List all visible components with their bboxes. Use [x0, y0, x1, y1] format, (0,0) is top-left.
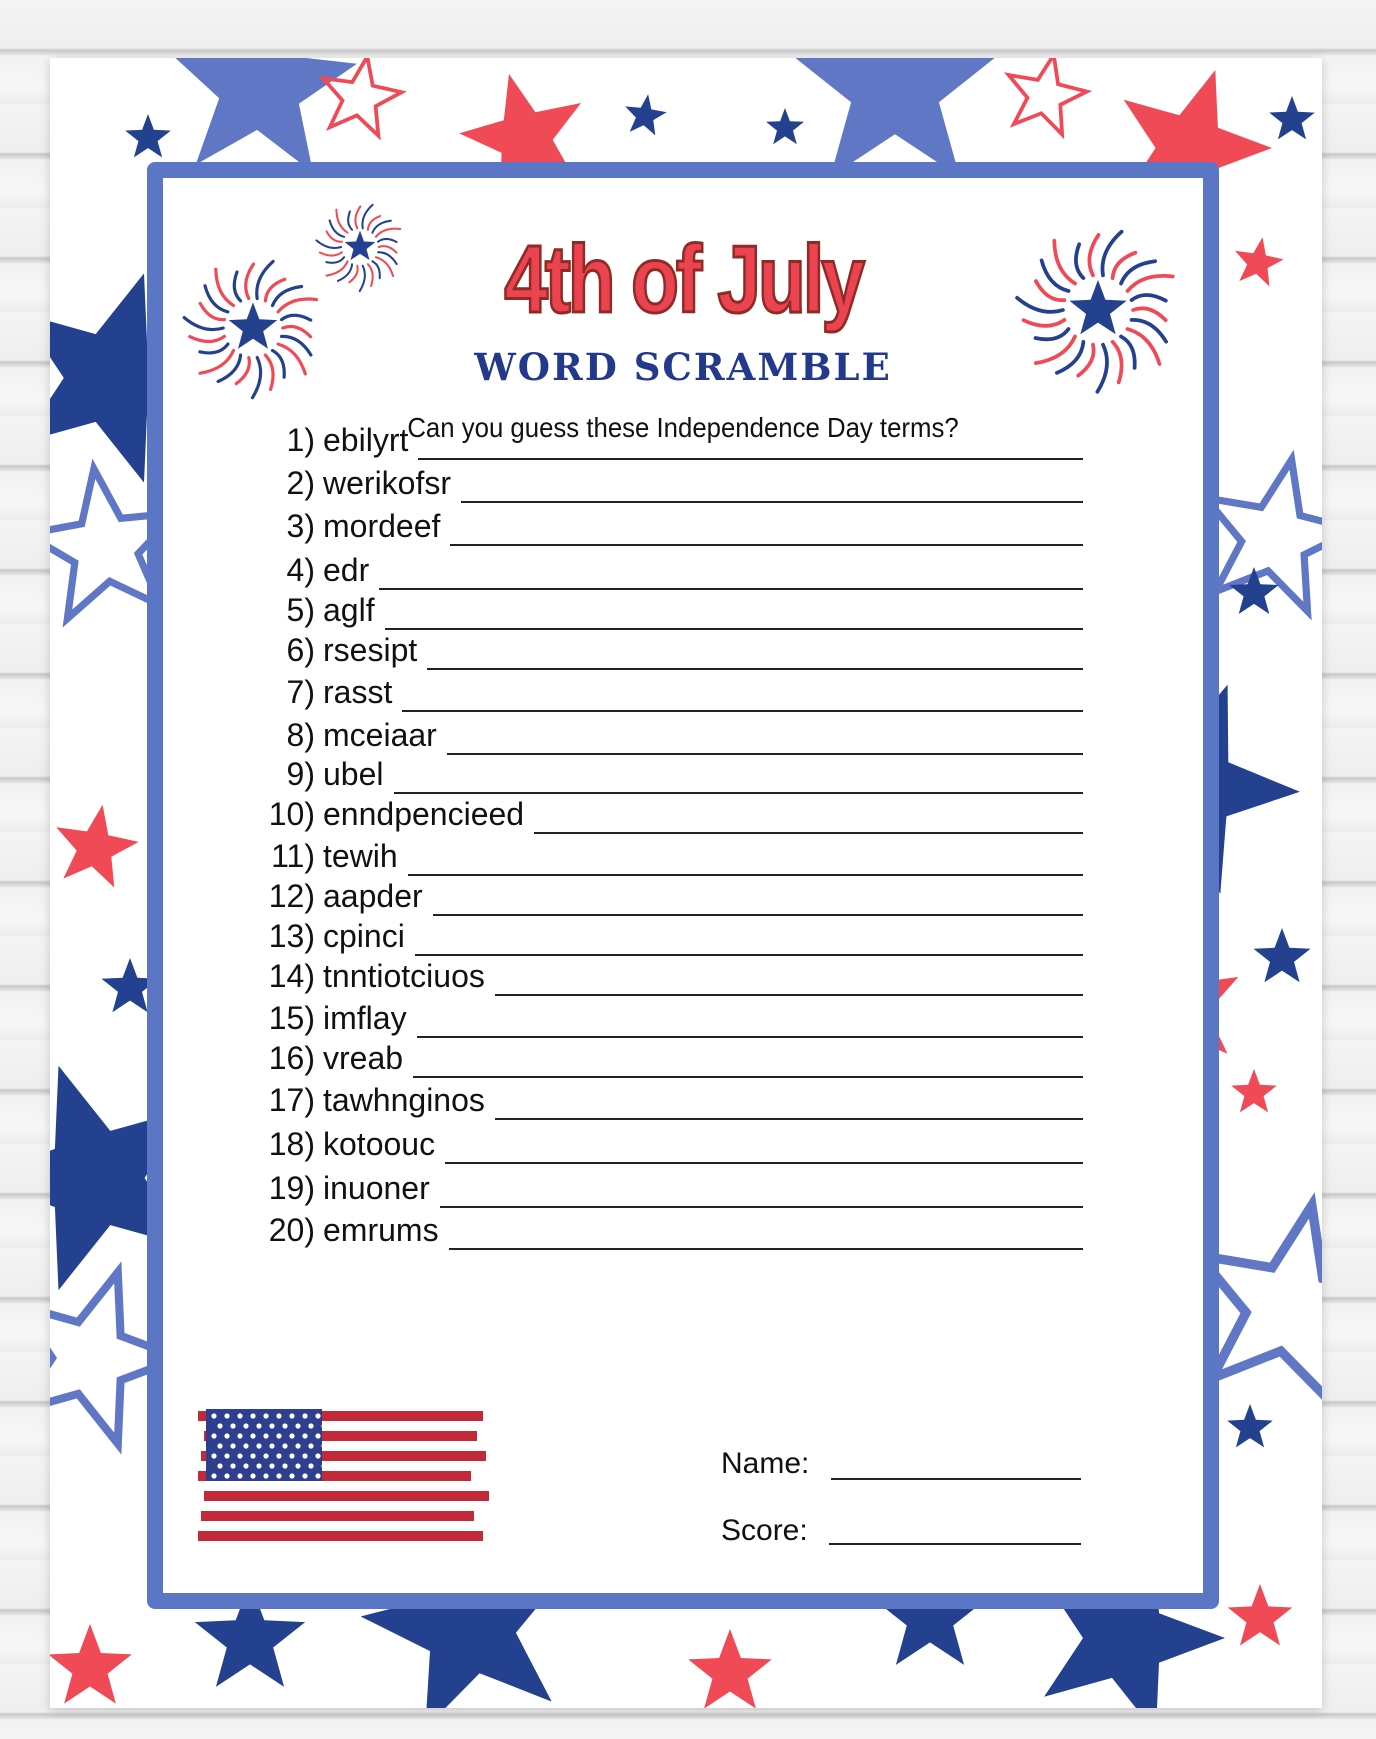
- answer-line[interactable]: [495, 994, 1083, 996]
- star-icon: [1231, 1069, 1277, 1112]
- star-icon: [625, 94, 667, 135]
- scrambled-word: emrums: [323, 1212, 439, 1248]
- item-number: 1): [286, 422, 315, 458]
- instructions-text: Can you guess these Independence Day terms?: [407, 412, 959, 443]
- star-icon: [125, 114, 171, 157]
- scramble-item: [163, 998, 1203, 1038]
- answer-line[interactable]: [427, 668, 1083, 670]
- scramble-item: [163, 754, 1203, 794]
- item-number: 12): [268, 878, 315, 914]
- answer-line[interactable]: [440, 1206, 1083, 1208]
- worksheet-frame: [147, 162, 1219, 1609]
- answer-line[interactable]: [413, 1076, 1083, 1078]
- score-label: Score:: [721, 1514, 808, 1547]
- answer-line[interactable]: [534, 832, 1083, 834]
- star-icon: [167, 58, 357, 173]
- scramble-item: [163, 420, 1203, 460]
- scrambled-word: tewih: [323, 838, 398, 874]
- scramble-item: [163, 550, 1203, 590]
- worksheet-title: 4th of July: [504, 226, 862, 333]
- item-number: 11): [271, 838, 315, 874]
- item-number: 3): [286, 508, 315, 544]
- scramble-item: [163, 672, 1203, 712]
- scrambled-word: werikofsr: [323, 465, 452, 501]
- american-flag-icon: [198, 1401, 498, 1549]
- item-number: 5): [286, 592, 315, 628]
- scrambled-word: cpinci: [323, 918, 405, 954]
- item-number: 9): [286, 756, 315, 792]
- item-number: 13): [268, 918, 315, 954]
- scrambled-word: aapder: [323, 878, 423, 914]
- star-icon: [1254, 928, 1311, 982]
- name-field[interactable]: [831, 1478, 1081, 1480]
- item-number: 7): [286, 674, 315, 710]
- worksheet-page: [50, 58, 1322, 1708]
- scramble-item: [163, 1080, 1203, 1120]
- scramble-item: [163, 916, 1203, 956]
- answer-line[interactable]: [449, 1248, 1083, 1250]
- answer-line[interactable]: [445, 1162, 1083, 1164]
- answer-line[interactable]: [418, 458, 1083, 460]
- item-number: 2): [286, 465, 315, 501]
- item-number: 19): [268, 1170, 315, 1206]
- item-number: 4): [286, 552, 315, 588]
- star-icon: [1269, 96, 1315, 139]
- scrambled-word: aglf: [323, 592, 375, 628]
- scramble-item: [163, 1210, 1203, 1250]
- scramble-item: [163, 836, 1203, 876]
- scramble-item: [163, 630, 1203, 670]
- scrambled-word: tawhnginos: [323, 1082, 485, 1118]
- scrambled-word: imflay: [323, 1000, 407, 1036]
- scrambled-word: kotoouc: [323, 1126, 436, 1162]
- item-number: 16): [268, 1040, 315, 1076]
- scrambled-word: enndpencieed: [323, 796, 525, 832]
- scrambled-word: rsesipt: [323, 632, 418, 668]
- star-icon: [1228, 1584, 1293, 1646]
- score-field[interactable]: [829, 1543, 1081, 1545]
- scramble-item: [163, 1038, 1203, 1078]
- star-icon: [766, 108, 804, 144]
- star-icon: [790, 58, 999, 177]
- scramble-item: [163, 715, 1203, 755]
- scrambled-word: vreab: [323, 1040, 404, 1076]
- item-number: 18): [268, 1126, 315, 1162]
- scrambled-word: ebilyrt: [323, 422, 409, 458]
- name-label: Name:: [721, 1447, 810, 1480]
- answer-line[interactable]: [495, 1118, 1083, 1120]
- answer-line[interactable]: [461, 501, 1083, 503]
- scrambled-word: inuoner: [323, 1170, 430, 1206]
- scramble-item: [163, 590, 1203, 630]
- star-icon: [1009, 58, 1087, 134]
- scramble-item: [163, 1124, 1203, 1164]
- scrambled-word: mceiaar: [323, 717, 437, 753]
- answer-line[interactable]: [450, 544, 1083, 546]
- item-number: 10): [268, 796, 315, 832]
- scrambled-word: rasst: [323, 674, 393, 710]
- star-icon: [1227, 1404, 1273, 1447]
- scrambled-word: mordeef: [323, 508, 441, 544]
- item-number: 20): [268, 1212, 315, 1248]
- scramble-list: [163, 178, 1203, 1593]
- item-number: 15): [268, 1000, 315, 1036]
- star-icon: [1235, 237, 1284, 286]
- star-icon: [50, 1624, 132, 1704]
- star-icon: [688, 1629, 772, 1708]
- item-number: 8): [286, 717, 315, 753]
- answer-line[interactable]: [402, 710, 1083, 712]
- scrambled-word: edr: [323, 552, 370, 588]
- scramble-item: [163, 956, 1203, 996]
- scramble-item: [163, 1168, 1203, 1208]
- item-number: 14): [268, 958, 315, 994]
- item-number: 17): [268, 1082, 315, 1118]
- scramble-item: [163, 876, 1203, 916]
- worksheet-subtitle: WORD SCRAMBLE: [474, 345, 892, 389]
- item-number: 6): [286, 632, 315, 668]
- scramble-item: [163, 506, 1203, 546]
- scrambled-word: tnntiotciuos: [323, 958, 485, 994]
- scrambled-word: ubel: [323, 756, 384, 792]
- star-icon: [56, 805, 138, 888]
- scramble-item: [163, 794, 1203, 834]
- scramble-item: [163, 463, 1203, 503]
